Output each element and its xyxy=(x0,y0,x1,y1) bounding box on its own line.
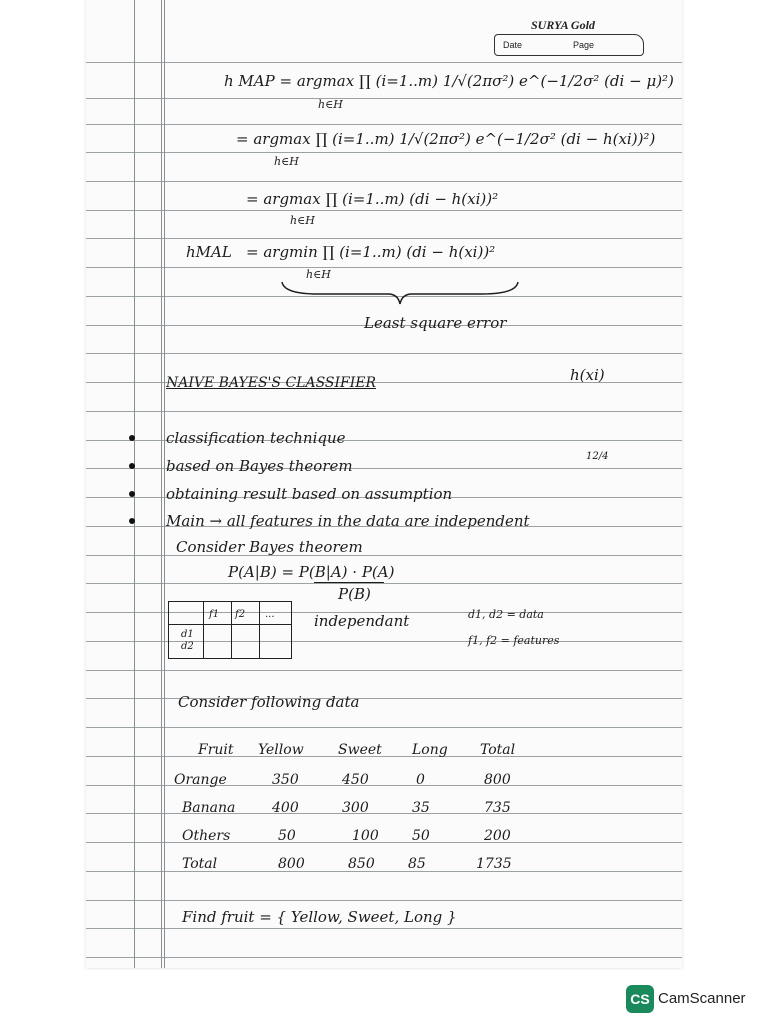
page-label: Page xyxy=(573,40,595,50)
equation-line-3: = argmax ∏ (i=1..m) (di − h(xi))² xyxy=(246,190,499,208)
rule-line xyxy=(86,411,682,412)
equation-line-1-subscript: h∈H xyxy=(318,98,343,111)
definition-data: d1, d2 = data xyxy=(468,608,544,621)
equation-line-2-subscript: h∈H xyxy=(274,155,299,168)
table-cell: 800 xyxy=(484,772,511,788)
sketch-row-d2: d2 xyxy=(181,641,194,652)
notebook-page xyxy=(86,0,682,968)
table-cell: Others xyxy=(182,828,231,844)
table-cell: Banana xyxy=(182,800,236,816)
table-cell: 50 xyxy=(412,828,430,844)
table-header-yellow: Yellow xyxy=(258,742,304,758)
equation-line-4-label: hMAL xyxy=(186,243,232,261)
rule-line xyxy=(86,871,682,872)
rule-line xyxy=(86,813,682,814)
rule-line xyxy=(86,670,682,671)
table-cell: 800 xyxy=(278,856,305,872)
table-cell: 35 xyxy=(412,800,430,816)
side-fraction: 12/4 xyxy=(586,451,609,462)
rule-line xyxy=(86,124,682,125)
theorem-intro: Consider Bayes theorem xyxy=(176,538,363,556)
table-cell: 735 xyxy=(484,800,511,816)
rule-line xyxy=(86,900,682,901)
table-cell: 350 xyxy=(272,772,299,788)
sketch-column-line xyxy=(203,602,204,658)
rule-line xyxy=(86,238,682,239)
equation-line-3-subscript: h∈H xyxy=(290,214,315,227)
bullet-dot xyxy=(129,491,135,497)
rule-line xyxy=(86,181,682,182)
rule-line xyxy=(86,152,682,153)
table-cell: 50 xyxy=(278,828,296,844)
sketch-col-more: ... xyxy=(265,609,275,620)
rule-line xyxy=(86,210,682,211)
date-page-box xyxy=(494,34,644,56)
sketch-col-f2: f2 xyxy=(235,609,246,620)
rule-line xyxy=(86,756,682,757)
curly-brace xyxy=(278,278,522,308)
table-header-long: Long xyxy=(412,742,448,758)
date-label: Date xyxy=(503,40,523,50)
equation-line-2: = argmax ∏ (i=1..m) 1/√(2πσ²) e^(−1/2σ² (di − h(xi))²) xyxy=(236,130,656,148)
camscanner-logo-icon: CS xyxy=(626,985,654,1013)
margin-line xyxy=(134,0,135,968)
sketch-column-line xyxy=(259,602,260,658)
table-header-total: Total xyxy=(480,742,516,758)
table-cell: 300 xyxy=(342,800,369,816)
table-header-fruit: Fruit xyxy=(198,742,234,758)
table-cell: Orange xyxy=(174,772,227,788)
brand-label: SURYA Gold xyxy=(531,18,595,32)
margin-line xyxy=(164,0,165,968)
independent-label: independant xyxy=(314,612,410,630)
table-cell: 85 xyxy=(408,856,426,872)
theorem-numerator: P(A|B) = P(B|A) · P(A) xyxy=(228,563,395,581)
theorem-denominator: P(B) xyxy=(338,585,371,603)
bullet-item-3: obtaining result based on assumption xyxy=(166,485,453,503)
equation-line-4-subscript: h∈H xyxy=(306,268,331,281)
table-header-sweet: Sweet xyxy=(338,742,382,758)
feature-sketch-table xyxy=(168,601,292,659)
equation-line-4: = argmin ∏ (i=1..m) (di − h(xi))² xyxy=(246,243,496,261)
table-cell: 1735 xyxy=(476,856,512,872)
sketch-row-line xyxy=(169,624,291,625)
table-cell: 450 xyxy=(342,772,369,788)
rule-line xyxy=(86,62,682,63)
camscanner-label: CamScanner xyxy=(658,990,746,1007)
sketch-column-line xyxy=(231,602,232,658)
rule-line xyxy=(86,267,682,268)
bullet-dot xyxy=(129,463,135,469)
table-cell: 0 xyxy=(416,772,425,788)
rule-line xyxy=(86,842,682,843)
bullet-item-4: Main → all features in the data are independent xyxy=(166,512,530,530)
table-cell: 400 xyxy=(272,800,299,816)
data-intro: Consider following data xyxy=(178,693,360,711)
rule-line xyxy=(86,698,682,699)
sketch-col-f1: f1 xyxy=(209,609,220,620)
bullet-item-2: based on Bayes theorem xyxy=(166,457,353,475)
bullet-dot xyxy=(129,435,135,441)
table-cell: 100 xyxy=(352,828,379,844)
rule-line xyxy=(86,353,682,354)
table-cell: Total xyxy=(182,856,218,872)
rule-line xyxy=(86,98,682,99)
fraction-bar xyxy=(314,582,384,583)
table-cell: 850 xyxy=(348,856,375,872)
margin-line xyxy=(161,0,162,968)
bullet-item-1: classification technique xyxy=(166,429,346,447)
least-square-error-label: Least square error xyxy=(364,314,507,332)
rule-line xyxy=(86,727,682,728)
side-note: h(xi) xyxy=(570,366,605,384)
rule-line xyxy=(86,928,682,929)
section-title: NAIVE BAYES'S CLASSIFIER xyxy=(166,375,377,391)
rule-line xyxy=(86,583,682,584)
sketch-row-d1: d1 xyxy=(181,629,194,640)
rule-line xyxy=(86,957,682,958)
equation-line-1: h MAP = argmax ∏ (i=1..m) 1/√(2πσ²) e^(−1/2σ² (di − μ)²) xyxy=(224,72,674,90)
definition-features: f1, f2 = features xyxy=(468,634,560,647)
find-fruit-query: Find fruit = { Yellow, Sweet, Long } xyxy=(182,908,457,926)
bullet-dot xyxy=(129,518,135,524)
table-cell: 200 xyxy=(484,828,511,844)
